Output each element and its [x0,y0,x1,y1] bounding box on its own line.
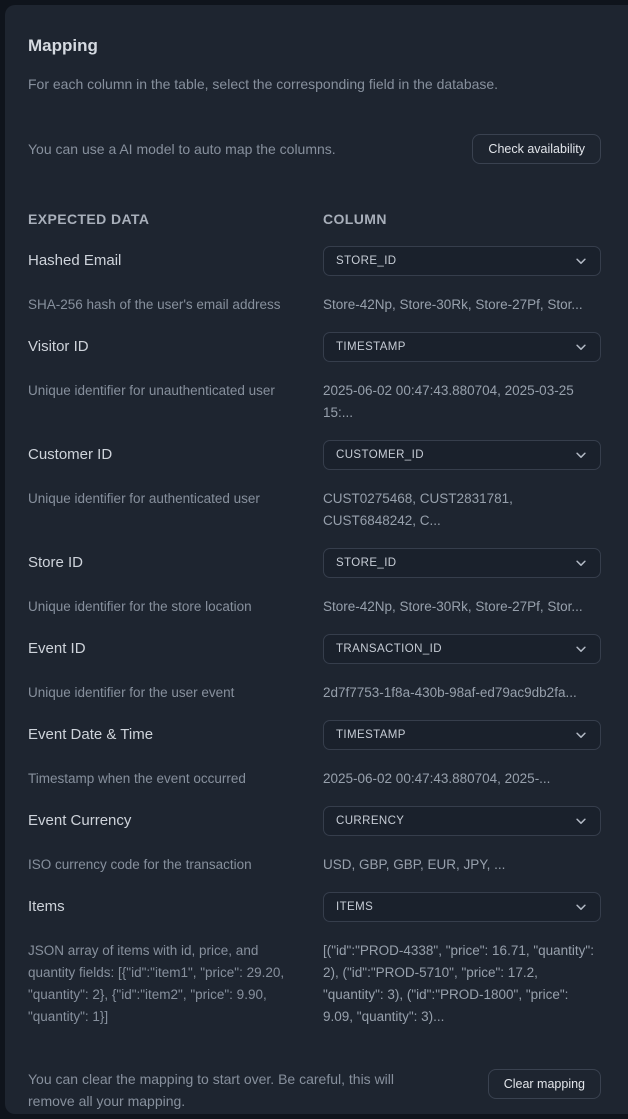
column-sample-values: 2025-06-02 00:47:43.880704, 2025-03-25 15:... [323,383,574,420]
field-description: Unique identifier for unauthenticated user [28,383,275,398]
field-description: JSON array of items with id, price, and quantity fields: [{"id":"item1", "price": 29.20, "quantity": 2}, {"id":"item2", "price": 9.90, "quantity": 1}] [28,943,285,1024]
expected-field-label: Hashed Email [28,252,122,269]
column-select-dropdown[interactable] [323,246,601,276]
column-select-dropdown[interactable] [323,440,601,470]
mapping-row [28,720,601,790]
page-title: Mapping [28,36,98,55]
mapping-row [28,806,601,876]
page-subtitle: For each column in the table, select the corresponding field in the database. [28,76,499,92]
column-sample-values: 2d7f7753-1f8a-430b-98af-ed79ac9db2fa... [323,685,577,700]
chevron-down-icon [574,254,588,268]
field-description: Unique identifier for the user event [28,685,235,700]
field-description: Unique identifier for the store location [28,599,252,614]
mapping-panel [5,5,628,1114]
column-select-value: STORE_ID [336,255,397,267]
mapping-row [28,332,601,424]
column-select-dropdown[interactable] [323,548,601,578]
chevron-down-icon [574,556,588,570]
column-select-value: ITEMS [336,901,374,913]
chevron-down-icon [574,814,588,828]
column-select-dropdown[interactable] [323,720,601,750]
field-description: Unique identifier for authenticated user [28,491,260,506]
column-select-value: STORE_ID [336,557,397,569]
column-sample-values: [("id":"PROD-4338", "price": 16.71, "quantity": 2), ("id":"PROD-5710", "price": 17.2, "quantity": 3), ("id":"PROD-1800", "price": 9.09, "quantity": 3)... [323,943,594,1024]
chevron-down-icon [574,340,588,354]
column-sample-values: 2025-06-02 00:47:43.880704, 2025-... [323,771,551,786]
chevron-down-icon [574,900,588,914]
column-sample-values: USD, GBP, GBP, EUR, JPY, ... [323,857,506,872]
column-select-dropdown[interactable] [323,806,601,836]
mapping-row [28,246,601,316]
expected-field-label: Items [28,898,65,915]
expected-field-label: Event Date & Time [28,726,154,743]
ai-automap-hint: You can use a AI model to auto map the columns. [28,141,336,157]
column-header: COLUMN [323,211,387,227]
column-select-value: TRANSACTION_ID [336,643,442,655]
field-description: ISO currency code for the transaction [28,857,252,872]
chevron-down-icon [574,728,588,742]
expected-field-label: Customer ID [28,446,113,463]
mapping-row [28,892,601,1028]
field-description: SHA-256 hash of the user's email address [28,297,281,312]
chevron-down-icon [574,642,588,656]
mapping-rows [28,246,601,1028]
check-availability-button[interactable]: Check availability [472,134,601,164]
mapping-row [28,634,601,704]
column-select-value: TIMESTAMP [336,729,406,741]
mapping-row [28,440,601,532]
mapping-table-headers [28,210,601,228]
ai-automap-row [28,134,601,164]
mapping-row [28,548,601,618]
field-description: Timestamp when the event occurred [28,771,246,786]
column-sample-values: Store-42Np, Store-30Rk, Store-27Pf, Stor... [323,297,583,312]
column-select-dropdown[interactable] [323,892,601,922]
expected-field-label: Visitor ID [28,338,89,355]
column-select-value: CURRENCY [336,815,405,827]
expected-field-label: Event ID [28,640,86,657]
column-select-dropdown[interactable] [323,634,601,664]
column-sample-values: Store-42Np, Store-30Rk, Store-27Pf, Stor... [323,599,583,614]
column-select-value: TIMESTAMP [336,341,406,353]
chevron-down-icon [574,448,588,462]
clear-mapping-hint: You can clear the mapping to start over. Be careful, this will remove all your mapping. [28,1071,395,1109]
expected-field-label: Store ID [28,554,84,571]
expected-data-header: EXPECTED DATA [28,211,150,227]
expected-field-label: Event Currency [28,812,132,829]
clear-mapping-row [28,1068,601,1112]
column-sample-values: CUST0275468, CUST2831781, CUST6848242, C... [323,491,513,528]
clear-mapping-button[interactable]: Clear mapping [488,1069,601,1099]
column-select-dropdown[interactable] [323,332,601,362]
column-select-value: CUSTOMER_ID [336,449,424,461]
